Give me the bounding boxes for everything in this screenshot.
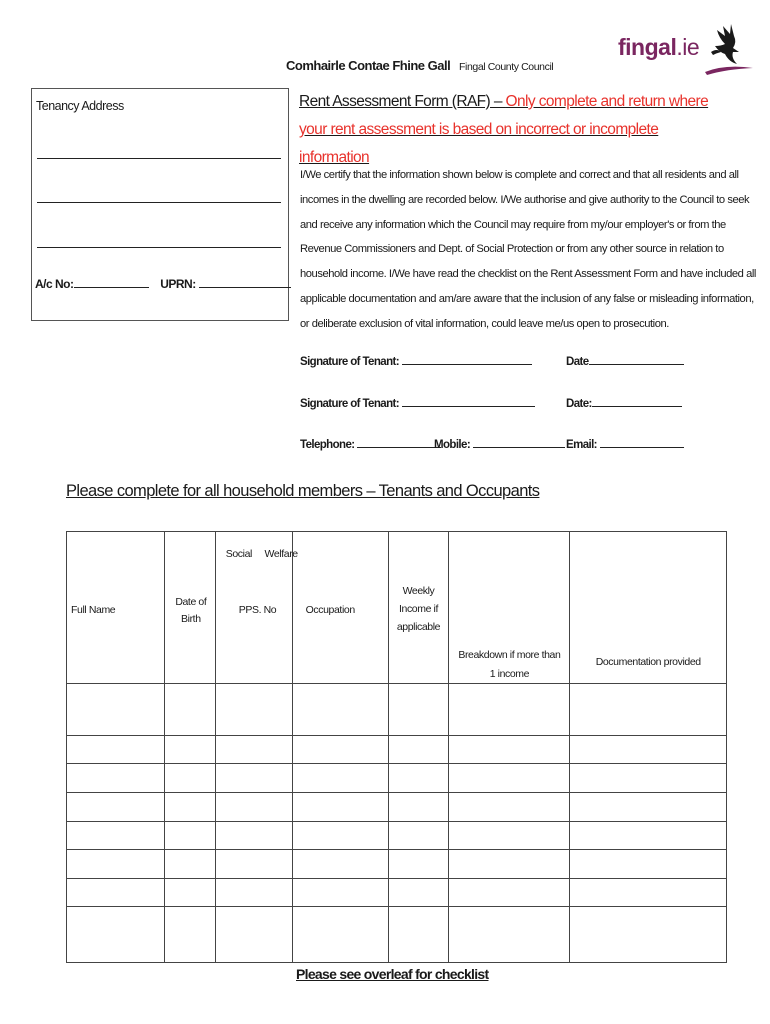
overleaf-note: Please see overleaf for checklist (296, 966, 489, 982)
full-name-header-text: Full Name (71, 604, 116, 616)
signature-field-1[interactable] (402, 355, 532, 365)
form-title-prefix: Rent Assessment Form (RAF) – (299, 93, 506, 110)
breakdown-header-text: Breakdown if more than 1 income (458, 649, 561, 680)
table-cell[interactable] (67, 684, 165, 736)
signature-row-2 (300, 397, 535, 410)
telephone-label: Telephone: (300, 439, 355, 451)
table-cell[interactable] (389, 907, 449, 963)
table-cell[interactable] (570, 907, 727, 963)
table-cell[interactable] (389, 684, 449, 736)
col-header-breakdown (449, 532, 570, 684)
form-title-warning: Only complete and return where your rent assessment is based on incorrect or incomplete information (299, 93, 709, 166)
tenancy-address-box (31, 88, 289, 321)
table-cell[interactable] (292, 793, 389, 822)
table-cell[interactable] (215, 907, 292, 963)
bird-icon (703, 22, 755, 80)
col-header-occupation (292, 532, 389, 684)
mobile-label: Mobile: (434, 439, 471, 451)
logo-wordmark (618, 34, 699, 61)
table-cell[interactable] (67, 736, 165, 764)
table-cell[interactable] (449, 879, 570, 907)
date-row-2 (566, 397, 682, 410)
table-row (67, 736, 727, 764)
date-row-1 (566, 355, 684, 368)
telephone-row (300, 438, 441, 451)
table-cell[interactable] (164, 793, 215, 822)
table-cell[interactable] (215, 764, 292, 793)
table-cell[interactable] (164, 850, 215, 879)
table-cell[interactable] (67, 822, 165, 850)
col-header-dob (164, 532, 215, 684)
email-label: Email: (566, 439, 597, 451)
signature-label: Signature of Tenant: (300, 356, 399, 368)
form-title (299, 88, 729, 172)
council-irish-name: Comhairle Contae Fhine Gall (286, 58, 451, 73)
table-cell[interactable] (449, 736, 570, 764)
table-cell[interactable] (67, 907, 165, 963)
table-cell[interactable] (449, 822, 570, 850)
table-cell[interactable] (449, 907, 570, 963)
table-cell[interactable] (449, 850, 570, 879)
members-heading: Please complete for all household members – Tenants and Occupants (66, 482, 540, 500)
date-field-1[interactable] (589, 355, 684, 365)
tenancy-address-label: Tenancy Address (36, 99, 124, 113)
col-header-pps (215, 532, 298, 684)
acno-field[interactable] (74, 278, 149, 288)
uprn-field[interactable] (199, 278, 291, 288)
table-row (67, 907, 727, 963)
table-cell[interactable] (570, 822, 727, 850)
table-cell[interactable] (67, 879, 165, 907)
table-cell[interactable] (389, 822, 449, 850)
table-cell[interactable] (292, 684, 389, 736)
table-cell[interactable] (570, 736, 727, 764)
email-field[interactable] (600, 438, 684, 448)
council-english-name: Fingal County Council (459, 61, 554, 73)
address-line-3[interactable] (37, 247, 281, 248)
logo-suffix: .ie (676, 34, 700, 60)
table-cell[interactable] (570, 764, 727, 793)
household-members-table (66, 531, 727, 963)
telephone-field[interactable] (357, 438, 441, 448)
table-cell[interactable] (449, 793, 570, 822)
table-row (67, 850, 727, 879)
table-cell[interactable] (292, 879, 389, 907)
logo-brand: fingal (618, 34, 677, 60)
col-header-documentation (570, 532, 727, 684)
table-cell[interactable] (164, 907, 215, 963)
occupation-header-text: Occupation (305, 604, 355, 616)
table-cell[interactable] (292, 850, 389, 879)
table-cell[interactable] (215, 822, 292, 850)
signature-field-2[interactable] (402, 397, 535, 407)
email-row (566, 438, 684, 451)
acno-label: A/c No: (35, 277, 74, 291)
table-row (67, 879, 727, 907)
weekly-income-header-text: Weekly Income if applicable (396, 585, 441, 633)
address-line-2[interactable] (37, 202, 281, 203)
table-cell[interactable] (164, 822, 215, 850)
table-cell[interactable] (67, 850, 165, 879)
dob-header-text: Date of Birth (175, 596, 207, 625)
table-cell[interactable] (449, 684, 570, 736)
pps-header-text: PPS. No (238, 604, 277, 616)
table-row (67, 793, 727, 822)
table-cell[interactable] (292, 736, 389, 764)
documentation-header-text: Documentation provided (595, 656, 701, 668)
table-cell[interactable] (570, 850, 727, 879)
table-cell[interactable] (215, 684, 292, 736)
account-row (35, 277, 291, 291)
table-cell[interactable] (67, 793, 165, 822)
table-cell[interactable] (215, 879, 292, 907)
table-cell[interactable] (570, 684, 727, 736)
table-cell[interactable] (570, 793, 727, 822)
date-label: Date (566, 356, 589, 368)
table-row (67, 822, 727, 850)
table-row (67, 684, 727, 736)
table-cell[interactable] (389, 764, 449, 793)
table-cell[interactable] (164, 764, 215, 793)
table-cell[interactable] (449, 764, 570, 793)
signature-row-1 (300, 355, 532, 368)
table-cell[interactable] (215, 793, 292, 822)
table-cell[interactable] (389, 879, 449, 907)
mobile-row (434, 438, 565, 451)
social-welfare-header-text: Social Welfare (225, 548, 298, 560)
date-field-2[interactable] (592, 397, 682, 407)
table-cell[interactable] (164, 736, 215, 764)
mobile-field[interactable] (473, 438, 565, 448)
table-cell[interactable] (215, 850, 292, 879)
table-cell[interactable] (215, 736, 292, 764)
col-header-full-name (67, 532, 165, 684)
uprn-label: UPRN: (160, 277, 196, 291)
table-cell[interactable] (164, 879, 215, 907)
table-cell[interactable] (292, 822, 389, 850)
table-row (67, 764, 727, 793)
signature-label: Signature of Tenant: (300, 398, 399, 410)
fingal-logo (618, 22, 758, 80)
col-header-weekly-income (389, 532, 449, 684)
table-cell[interactable] (67, 764, 165, 793)
table-cell[interactable] (292, 764, 389, 793)
table-cell[interactable] (570, 879, 727, 907)
table-cell[interactable] (164, 684, 215, 736)
table-cell[interactable] (292, 907, 389, 963)
table-cell[interactable] (389, 850, 449, 879)
table-cell[interactable] (389, 793, 449, 822)
certification-text: I/We certify that the information shown below is complete and correct and that all residents and all incomes in the dwelling are recorded below. I/We authorise and give authority to the Council to seek and receive any information which the Council may require from my/our employer's or from the Revenue Commissioners and Dept. of Social Protection or from any other source in relation to household income. I/We have read the checklist on the Rent Assessment Form and have included all applicable documentation and am/are aware that the inclusion of any false or misleading information, or deliberate exclusion of vital information, could leave me/us open to prosecution. (300, 169, 756, 330)
date-label: Date: (566, 398, 592, 410)
table-cell[interactable] (389, 736, 449, 764)
table-header-row (67, 532, 727, 684)
address-line-1[interactable] (37, 158, 281, 159)
